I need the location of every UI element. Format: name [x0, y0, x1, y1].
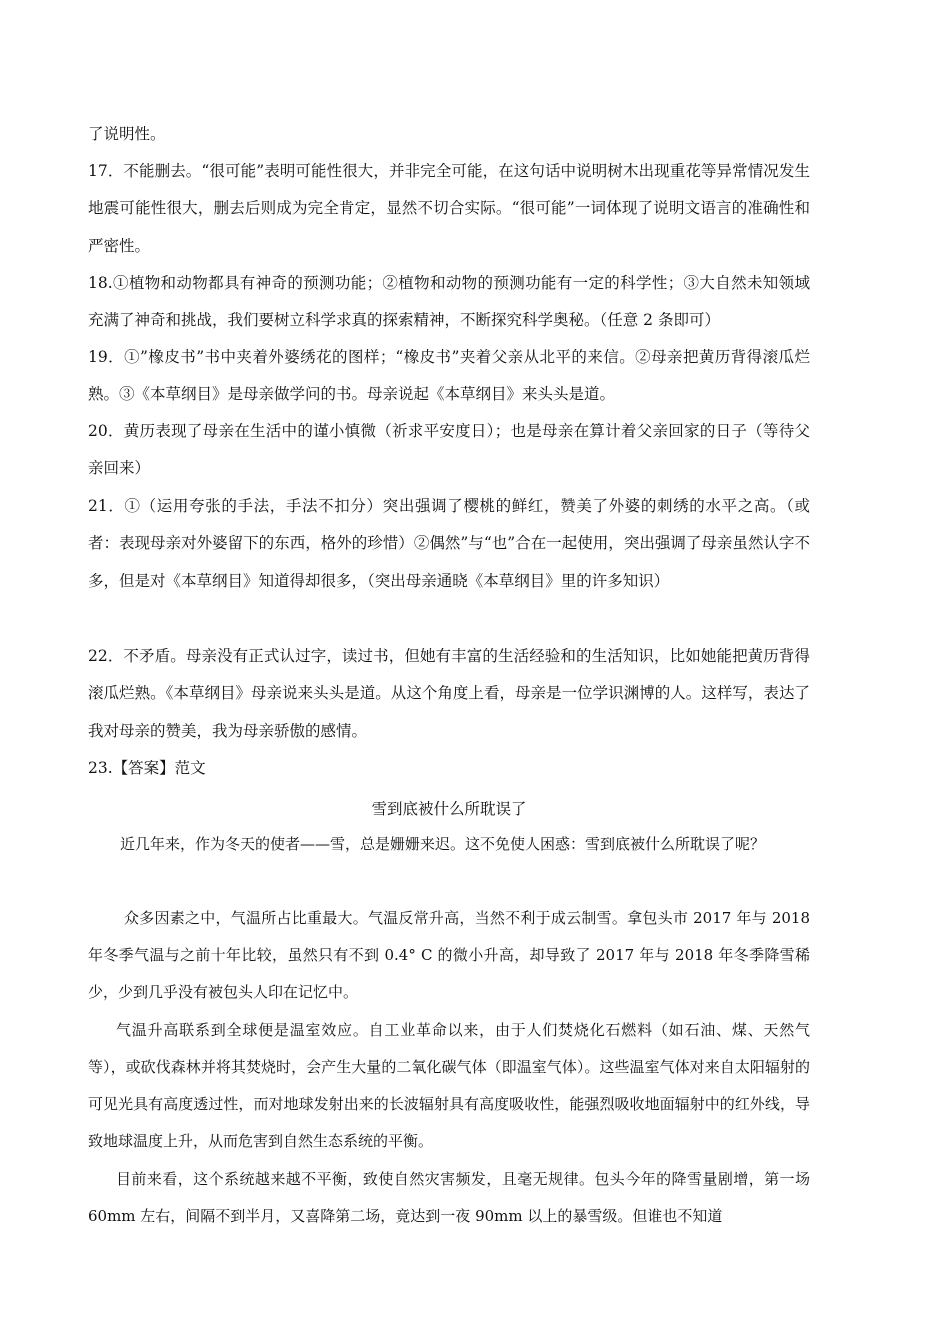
- answer-22: 22．不矛盾。母亲没有正式认过字，读过书，但她有丰富的生活经验和的生活知识，比如她能把黄历背得滚瓜烂熟。《本草纲目》母亲说来头头是道。从这个角度上看，母亲是一位学识渊博的人。这样写，表达了我对母亲的赞美，我为母亲骄傲的感情。: [88, 647, 810, 740]
- answer-18: 18.①植物和动物都具有神奇的预测功能；②植物和动物的预测功能有一定的科学性；③大自然未知领域充满了神奇和挑战，我们要树立科学求真的探索精神，不断探究科学奥秘。（任意 2 条即可）: [88, 274, 810, 330]
- essay-paragraph-2: 众多因素之中，气温所占比重最大。气温反常升高，当然不利于成云制雪。拿包头市 2017 年与 2018 年冬季气温与之前十年比较，虽然只有不到 0.4° C 的微小升高，却导致了 2017 年与 2018 年冬季降雪稀少，少到几乎没有被包头人印在记忆中。: [88, 909, 810, 1001]
- essay-paragraph-1: 近几年来，作为冬天的使者——雪，总是姗姗来迟。这不免使人困惑：雪到底被什么所耽误了呢？: [120, 835, 766, 853]
- answer-19: 19．①”橡皮书”书中夹着外婆绣花的图样；“橡皮书”夹着父亲从北平的来信。②母亲把黄历背得滚瓜烂熟。③《本草纲目》是母亲做学问的书。母亲说起《本草纲目》来头头是道。: [88, 348, 810, 404]
- answer-16-continuation: 了说明性。: [88, 125, 166, 143]
- essay-paragraph-3: 气温升高联系到全球便是温室效应。自工业革命以来，由于人们焚烧化石燃料（如石油、煤、天然气等），或砍伐森林并将其焚烧时，会产生大量的二氧化碳气体（即温室气体）。这些温室气体对来自太阳辐射的可见光具有高度透过性，而对地球发射出来的长波辐射具有高度吸收性，能强烈吸收地面辐射中的红外线，导致地球温度上升，从而危害到自然生态系统的平衡。: [88, 1021, 810, 1150]
- essay-paragraph-4: 目前来看，这个系统越来越不平衡，致使自然灾害频发，且毫无规律。包头今年的降雪量剧增，第一场 60mm 左右，间隔不到半月，又喜降第二场，竟达到一夜 90mm 以上的暴雪级。但谁也不知道: [88, 1170, 810, 1225]
- answer-21: 21．①（运用夸张的手法，手法不扣分）突出强调了樱桃的鲜红，赞美了外婆的刺绣的水平之高。（或者：表现母亲对外婆留下的东西，格外的珍惜）②偶然”与“也”合在一起使用，突出强调了母亲虽然认字不多，但是对《本草纲目》知道得却很多，（突出母亲通晓《本草纲目》里的许多知识）: [88, 497, 810, 590]
- answer-17: 17．不能删去。“很可能”表明可能性很大，并非完全可能，在这句话中说明树木出现重花等异常情况发生地震可能性很大，删去后则成为完全肯定，显然不切合实际。“很可能”一词体现了说明文语言的准确性和严密性。: [88, 162, 810, 255]
- answer-20: 20．黄历表现了母亲在生活中的谨小慎微（祈求平安度日）；也是母亲在算计着父亲回家的日子（等待父亲回来）: [88, 422, 810, 478]
- essay-title: 雪到底被什么所耽误了: [371, 800, 527, 818]
- answer-23-heading: 23.【答案】范文: [88, 759, 206, 777]
